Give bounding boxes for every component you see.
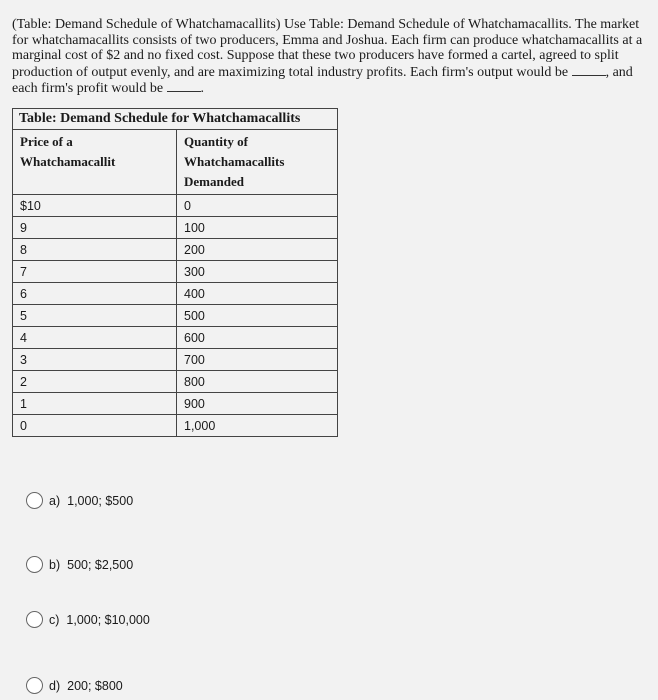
- price-cell: 9: [13, 217, 177, 239]
- table-row: [13, 217, 338, 239]
- option-a[interactable]: [26, 492, 133, 509]
- quantity-cell: 900: [177, 393, 338, 415]
- question-part-3: .: [200, 81, 205, 96]
- price-cell: 7: [13, 261, 177, 283]
- option-text: 200; $800: [67, 678, 123, 693]
- quantity-cell: 100: [177, 217, 338, 239]
- quantity-cell: 400: [177, 283, 338, 305]
- table-row: [13, 195, 338, 217]
- table-row: [13, 393, 338, 415]
- table-row: [13, 283, 338, 305]
- quantity-cell: 200: [177, 239, 338, 261]
- quantity-cell: 0: [177, 195, 338, 217]
- header-quantity: Quantity of Whatchamacallits Demanded: [177, 130, 338, 195]
- table-row: [13, 415, 338, 437]
- table-row: [13, 305, 338, 327]
- demand-schedule-table: [12, 108, 338, 437]
- price-cell: 1: [13, 393, 177, 415]
- answer-blank-1: [572, 64, 606, 76]
- price-cell: 6: [13, 283, 177, 305]
- price-cell: 4: [13, 327, 177, 349]
- option-b[interactable]: [26, 556, 133, 573]
- question-part-2: , and each firm's profit would be: [12, 64, 633, 96]
- question-part-1: (Table: Demand Schedule of Whatchamacallits) Use Table: Demand Schedule of Whatchamacallits. The market for whatchamacallits consists of two producers, Emma and Joshua. Each firm can produce whatchamacallits at a marginal cost of $2 and no fixed cost. Suppose that these two producers have formed a cartel, agreed to split production of output evenly, and are maximizing total industry profits. Each firm's output would be: [12, 17, 643, 80]
- radio-button-d[interactable]: [26, 677, 43, 694]
- quantity-cell: 1,000: [177, 415, 338, 437]
- price-cell: 2: [13, 371, 177, 393]
- option-d[interactable]: [26, 677, 123, 694]
- radio-button-c[interactable]: [26, 611, 43, 628]
- quantity-cell: 700: [177, 349, 338, 371]
- quantity-cell: 800: [177, 371, 338, 393]
- option-text: 1,000; $500: [67, 493, 134, 508]
- table-title: Table: Demand Schedule for Whatchamacallits: [12, 108, 338, 129]
- price-cell: 5: [13, 305, 177, 327]
- quantity-cell: 500: [177, 305, 338, 327]
- table-row: [13, 261, 338, 283]
- table-row: [13, 371, 338, 393]
- option-letter: a): [49, 493, 61, 508]
- quantity-cell: 300: [177, 261, 338, 283]
- price-cell: $10: [13, 195, 177, 217]
- table-row: [13, 349, 338, 371]
- price-cell: 3: [13, 349, 177, 371]
- option-text: 1,000; $10,000: [66, 612, 150, 627]
- radio-button-b[interactable]: [26, 556, 43, 573]
- table-row: [13, 239, 338, 261]
- option-letter: d): [49, 678, 61, 693]
- price-cell: 0: [13, 415, 177, 437]
- radio-button-a[interactable]: [26, 492, 43, 509]
- option-c[interactable]: [26, 611, 150, 628]
- price-cell: 8: [13, 239, 177, 261]
- table-row: [13, 327, 338, 349]
- answer-blank-2: [167, 80, 201, 92]
- question-text: [12, 17, 652, 97]
- option-text: 500; $2,500: [67, 557, 134, 572]
- option-letter: b): [49, 557, 61, 572]
- quantity-cell: 600: [177, 327, 338, 349]
- header-price: Price of a Whatchamacallit: [13, 130, 177, 195]
- option-letter: c): [49, 612, 60, 627]
